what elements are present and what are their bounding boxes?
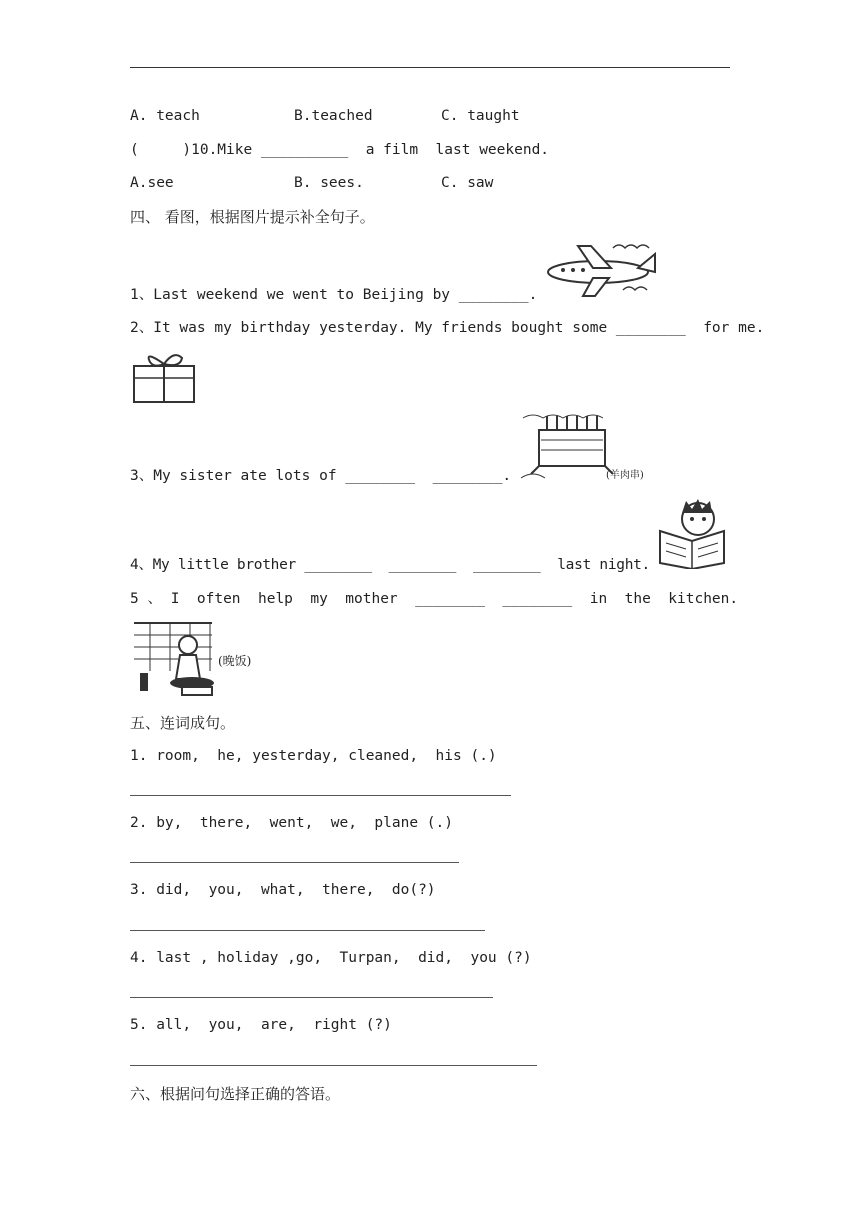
section4-sentence-2: 2、It was my birthday yesterday. My friends bought some ________ for me. — [130, 320, 765, 336]
answer-line-4[interactable] — [130, 997, 493, 998]
section4-sentence-4: 4、My little brother ________ ________ ________ last night. — [130, 557, 650, 573]
section4-sentence-1: 1、Last weekend we went to Beijing by ________. — [130, 287, 538, 303]
q10-option-b: B. sees. — [294, 175, 364, 191]
gift-box-picture — [130, 348, 200, 404]
section6-title: 六、根据问句选择正确的答语。 — [130, 1085, 341, 1103]
q10-stem: ( )10.Mike __________ a film last weekend. — [130, 142, 550, 158]
answer-line-3[interactable] — [130, 930, 485, 931]
section5-item-5: 5. all, you, are, right (?) — [130, 1017, 392, 1033]
q10-option-c: C. saw — [441, 175, 494, 191]
q9-option-b: B.teached — [294, 108, 373, 124]
q10-option-a: A.see — [130, 175, 174, 191]
answer-line-5[interactable] — [130, 1065, 537, 1066]
q9-option-a: A. teach — [130, 108, 200, 124]
boy-reading-picture — [654, 497, 730, 569]
section4-sentence-5: 5 、 I often help my mother ________ ________ in the kitchen. — [130, 591, 739, 607]
answer-line-1[interactable] — [130, 795, 511, 796]
answer-line-2[interactable] — [130, 862, 459, 863]
airplane-picture — [543, 240, 663, 300]
section5-item-3: 3. did, you, what, there, do(?) — [130, 882, 436, 898]
section5-item-2: 2. by, there, went, we, plane (.) — [130, 815, 454, 831]
q9-option-c: C. taught — [441, 108, 520, 124]
dinner-picture-label: (晚饭) — [218, 654, 252, 668]
section5-title: 五、连词成句。 — [130, 714, 236, 732]
section4-title: 四、 看图，根据图片提示补全句子。 — [130, 208, 375, 226]
section5-item-1: 1. room, he, yesterday, cleaned, his (.) — [130, 748, 497, 764]
kebab-picture-label: (羊肉串) — [606, 470, 644, 481]
section5-item-4: 4. last , holiday ,go, Turpan, did, you (?) — [130, 950, 532, 966]
header-rule — [130, 67, 730, 68]
section4-sentence-3: 3、My sister ate lots of ________ ________. — [130, 468, 512, 484]
